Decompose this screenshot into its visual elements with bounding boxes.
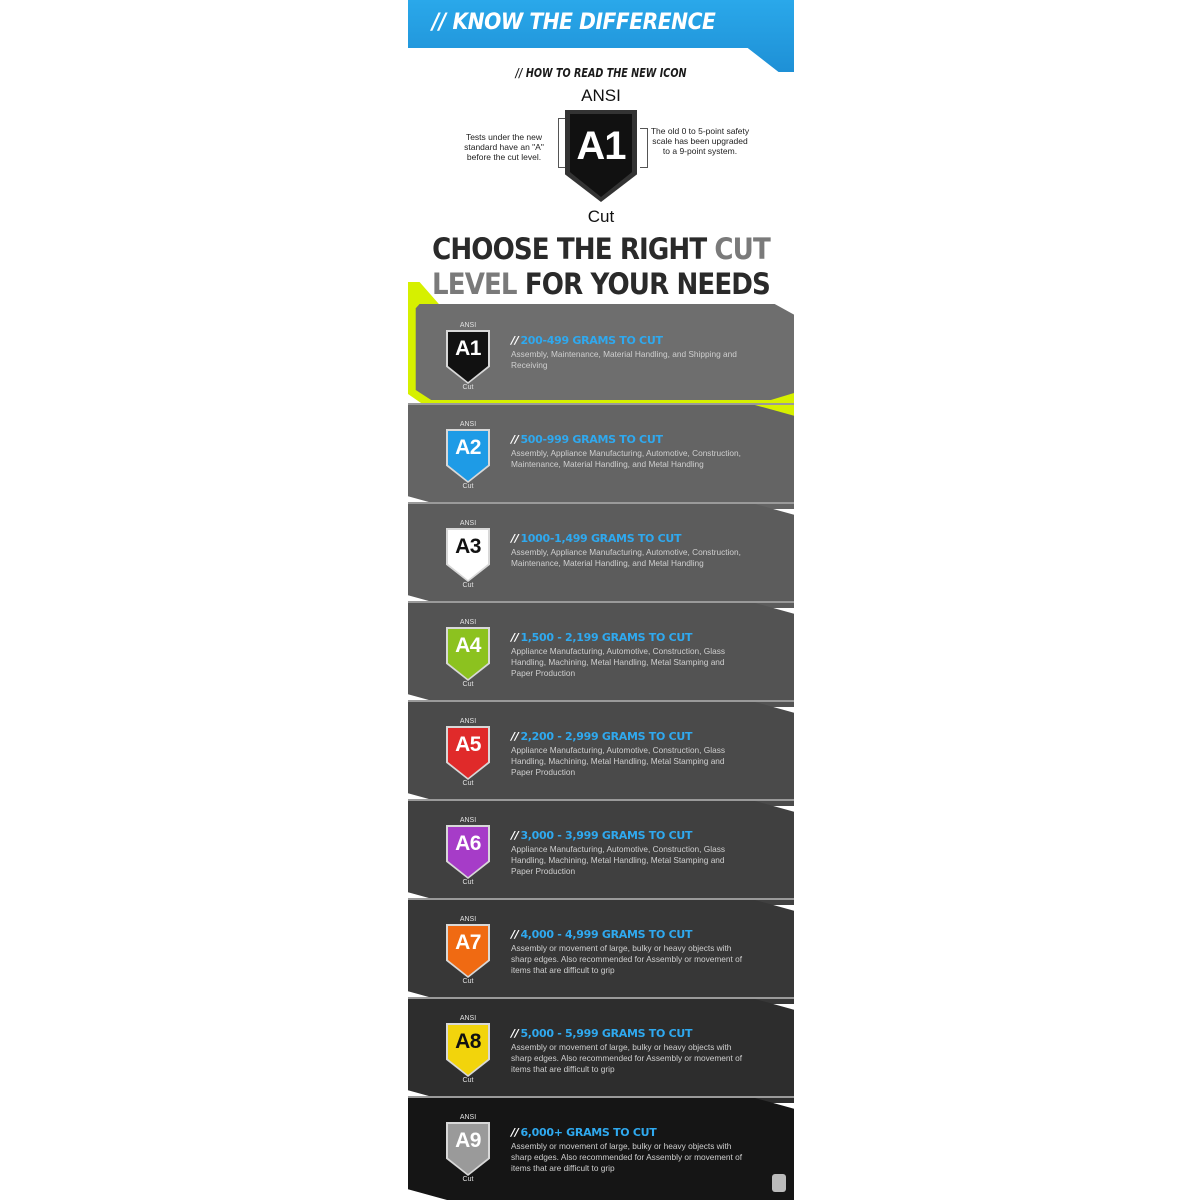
shield-ansi-label: ANSI [459, 1114, 477, 1121]
level-description: Assembly, Appliance Manufacturing, Automotive, Construction, Maintenance, Material Handling, and Metal Handling [511, 448, 741, 469]
shield-cut-label: Cut [462, 483, 474, 490]
cut-level-infographic [408, 0, 794, 1200]
level-row [408, 502, 794, 608]
shield-ansi-label: ANSI [459, 322, 477, 329]
row-divider [408, 601, 794, 603]
shield-level-label: A1 [455, 337, 481, 360]
shield-level-label: A6 [455, 832, 481, 855]
level-description: Appliance Manufacturing, Automotive, Construction, Glass Handling, Machining, Metal Handling, Metal Stamping and Paper Production [511, 646, 725, 678]
level-description: Assembly or movement of large, bulky or heavy objects with sharp edges. Also recommended for Assembly or movement of items that are difficult to grip [511, 943, 743, 975]
level-title: // 4,000 - 4,999 GRAMS TO CUT [511, 928, 693, 941]
shield-level-label: A9 [455, 1129, 481, 1152]
level-title-text: 500-999 GRAMS TO CUT [520, 433, 663, 446]
header-title: // KNOW THE DIFFERENCE [432, 10, 716, 35]
level-title-text: 1000-1,499 GRAMS TO CUT [520, 532, 682, 545]
level-description: Assembly or movement of large, bulky or heavy objects with sharp edges. Also recommended for Assembly or movement of items that are difficult to grip [511, 1042, 743, 1074]
note-left: Tests under the new standard have an "A" before the cut level. [464, 132, 544, 162]
shield-ansi-label: ANSI [459, 619, 477, 626]
shield-cut-label: Cut [462, 879, 474, 886]
level-row [408, 304, 794, 410]
row-divider [408, 700, 794, 702]
level-row [408, 601, 794, 707]
shield-cut-label: Cut [462, 780, 474, 787]
shield-ansi-label: ANSI [459, 1015, 477, 1022]
level-description: Appliance Manufacturing, Automotive, Construction, Glass Handling, Machining, Metal Handling, Metal Stamping and Paper Production [511, 844, 725, 876]
brand-logo-icon [772, 1174, 786, 1192]
level-title-text: 6,000+ GRAMS TO CUT [520, 1126, 657, 1139]
level-title: // 6,000+ GRAMS TO CUT [511, 1126, 657, 1139]
shield-level-label: A8 [455, 1030, 481, 1053]
headline-part1: CHOOSE THE RIGHT [432, 232, 715, 266]
level-title-text: 1,500 - 2,199 GRAMS TO CUT [520, 631, 693, 644]
shield-level-label: A3 [455, 535, 481, 558]
level-description: Assembly or movement of large, bulky or heavy objects with sharp edges. Also recommended for Assembly or movement of items that are difficult to grip [511, 1141, 743, 1173]
level-title: // 200-499 GRAMS TO CUT [511, 334, 663, 347]
shield-ansi-label: ANSI [459, 817, 477, 824]
right-bracket [640, 128, 648, 168]
shield-cut-label: Cut [462, 582, 474, 589]
level-title-text: 4,000 - 4,999 GRAMS TO CUT [520, 928, 693, 941]
level-title-text: 2,200 - 2,999 GRAMS TO CUT [520, 730, 693, 743]
level-title-text: 3,000 - 3,999 GRAMS TO CUT [520, 829, 693, 842]
shield-cut-label: Cut [462, 1077, 474, 1084]
level-title: // 5,000 - 5,999 GRAMS TO CUT [511, 1027, 693, 1040]
shield-cut-label: Cut [462, 978, 474, 985]
level-title: // 3,000 - 3,999 GRAMS TO CUT [511, 829, 693, 842]
level-title-text: 5,000 - 5,999 GRAMS TO CUT [520, 1027, 693, 1040]
row-divider [408, 898, 794, 900]
example-shield-label: A1 [576, 124, 626, 168]
row-divider [408, 502, 794, 504]
shield-level-label: A2 [455, 436, 481, 459]
shield-level-label: A5 [455, 733, 481, 756]
headline [427, 232, 774, 302]
shield-ansi-label: ANSI [459, 520, 477, 527]
icon-guide-cut-label: Cut [587, 207, 615, 226]
level-title: // 1,500 - 2,199 GRAMS TO CUT [511, 631, 693, 644]
shield-cut-label: Cut [462, 1176, 474, 1183]
level-title: // 2,200 - 2,999 GRAMS TO CUT [511, 730, 693, 743]
shield-ansi-label: ANSI [459, 421, 477, 428]
shield-ansi-label: ANSI [459, 916, 477, 923]
headline-part3: LEVEL [432, 267, 517, 301]
level-row [408, 898, 794, 1004]
level-row [408, 997, 794, 1103]
shield-level-label: A4 [455, 634, 481, 657]
level-title: // 500-999 GRAMS TO CUT [511, 433, 663, 446]
row-divider [408, 1096, 794, 1098]
row-divider [408, 799, 794, 801]
level-row [408, 1096, 794, 1200]
level-row [408, 700, 794, 806]
row-divider [408, 997, 794, 999]
shield-cut-label: Cut [462, 681, 474, 688]
level-title-text: 200-499 GRAMS TO CUT [520, 334, 663, 347]
note-right: The old 0 to 5-point safety scale has been upgraded to a 9-point system. [650, 126, 750, 156]
level-row [408, 403, 794, 509]
headline-part2: CUT [714, 232, 770, 266]
level-title: // 1000-1,499 GRAMS TO CUT [511, 532, 682, 545]
level-description: Assembly, Maintenance, Material Handling, and Shipping and Receiving [511, 349, 737, 370]
shield-ansi-label: ANSI [459, 718, 477, 725]
row-divider [408, 403, 794, 405]
level-description: Appliance Manufacturing, Automotive, Construction, Glass Handling, Machining, Metal Handling, Metal Stamping and Paper Production [511, 745, 725, 777]
shield-cut-label: Cut [462, 384, 474, 391]
headline-part4: FOR YOUR NEEDS [516, 267, 770, 301]
level-row [408, 799, 794, 905]
icon-guide-ansi-label: ANSI [581, 86, 621, 105]
icon-guide-heading: // HOW TO READ THE NEW ICON [515, 66, 687, 80]
level-description: Assembly, Appliance Manufacturing, Automotive, Construction, Maintenance, Material Handling, and Metal Handling [511, 547, 741, 568]
shield-level-label: A7 [455, 931, 481, 954]
